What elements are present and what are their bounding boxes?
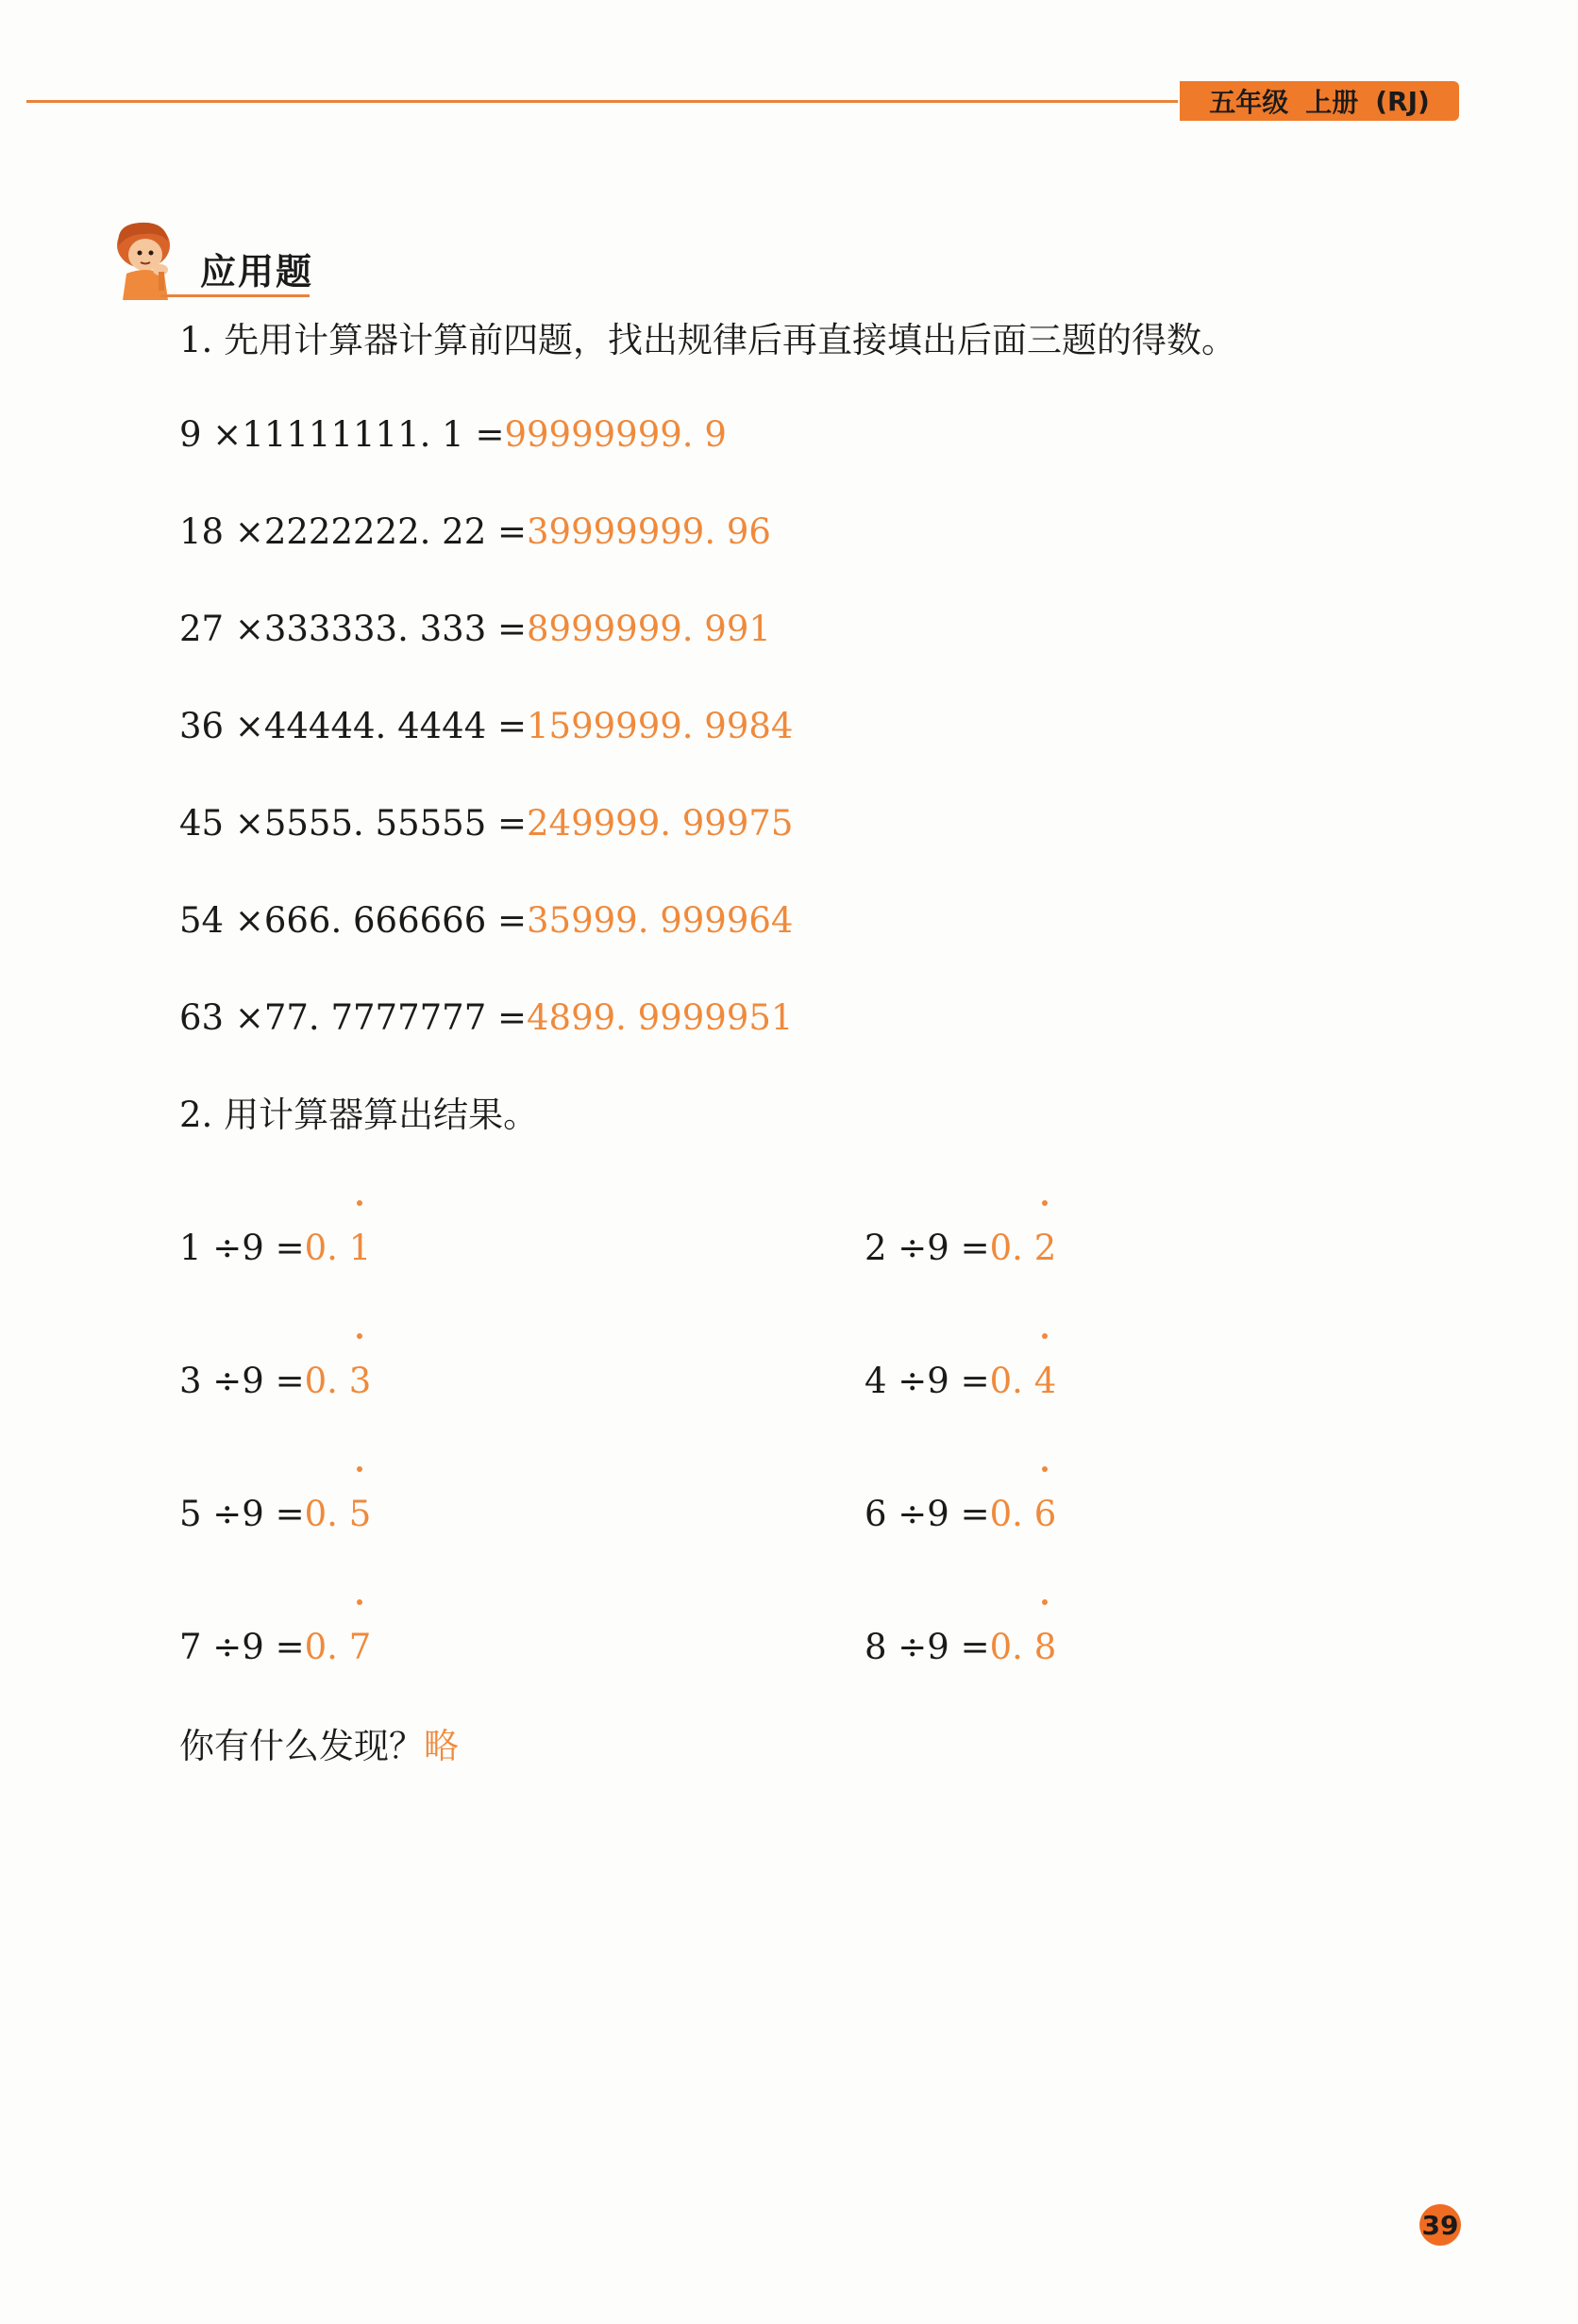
q1-expression: 18 ×2222222. 22 = (179, 511, 527, 552)
q1-answer: 8999999. 991 (527, 609, 771, 649)
q2-repeating-digit: 4 (1034, 1358, 1057, 1405)
volume-label: 上册 (1305, 87, 1359, 118)
section-title: 应用题 (200, 251, 314, 293)
q2-item (865, 1624, 1056, 1671)
repeat-dot-icon (1042, 1466, 1048, 1472)
page-number: 39 (1419, 2204, 1461, 2246)
q1-item (179, 800, 793, 847)
q2-item (865, 1491, 1056, 1538)
q1-item (179, 411, 727, 459)
q2-answer-prefix: 0. (304, 1361, 349, 1401)
q2-answer-prefix: 0. (304, 1228, 349, 1268)
q2-item (865, 1358, 1056, 1405)
q1-answer: 249999. 99975 (527, 803, 794, 844)
q2-answer-prefix: 0. (989, 1228, 1034, 1268)
repeat-dot-icon (1042, 1599, 1048, 1605)
boy-thinking-icon (106, 217, 196, 302)
q2-expression: 2 ÷9 = (865, 1228, 990, 1268)
question-1-text: 1. 先用计算器计算前四题，找出规律后再直接填出后面三题的得数。 (179, 320, 1237, 360)
q1-answer: 39999999. 96 (527, 511, 771, 552)
q1-item (179, 509, 771, 556)
q2-answer-prefix: 0. (989, 1494, 1034, 1534)
grade-tab (1180, 81, 1459, 121)
q2-repeating-digit: 3 (349, 1358, 372, 1405)
q1-item (179, 606, 771, 653)
q2-expression: 3 ÷9 = (179, 1361, 305, 1401)
q2-answer-prefix: 0. (989, 1361, 1034, 1401)
edition-label: (RJ) (1375, 85, 1430, 117)
q2-item (179, 1624, 371, 1671)
discovery-answer: 略 (424, 1726, 459, 1766)
q1-item (179, 897, 793, 945)
grade-label: 五年级 (1209, 87, 1289, 118)
repeat-dot-icon (1042, 1333, 1048, 1339)
q1-expression: 27 ×333333. 333 = (179, 609, 527, 649)
q2-expression: 5 ÷9 = (179, 1494, 305, 1534)
repeat-dot-icon (357, 1333, 362, 1339)
q1-expression: 36 ×44444. 4444 = (179, 706, 527, 746)
q2-expression: 8 ÷9 = (865, 1627, 990, 1667)
q2-expression: 6 ÷9 = (865, 1494, 990, 1534)
q2-repeating-digit: 7 (349, 1624, 372, 1671)
discovery-label: 你有什么发现？ (179, 1726, 424, 1766)
repeat-dot-icon (357, 1200, 362, 1206)
q1-answer: 4899. 9999951 (527, 997, 794, 1038)
q2-item (179, 1491, 371, 1538)
q2-repeating-digit: 6 (1034, 1491, 1057, 1538)
section-underline (160, 294, 310, 297)
q2-repeating-digit: 8 (1034, 1624, 1057, 1671)
q2-item (179, 1225, 371, 1272)
header-rule (26, 100, 1178, 103)
q1-expression: 54 ×666. 666666 = (179, 900, 527, 941)
q2-repeating-digit: 1 (349, 1225, 372, 1272)
q1-answer: 99999999. 9 (504, 414, 727, 455)
section-heading (106, 217, 313, 302)
q2-item (865, 1225, 1056, 1272)
q1-item (179, 703, 793, 750)
q2-expression: 7 ÷9 = (179, 1627, 305, 1667)
q2-repeating-digit: 2 (1034, 1225, 1057, 1272)
repeat-dot-icon (357, 1466, 362, 1472)
q2-answer-prefix: 0. (304, 1627, 349, 1667)
discovery-line (179, 1723, 459, 1770)
q2-expression: 4 ÷9 = (865, 1361, 990, 1401)
q1-expression: 9 ×11111111. 1 = (179, 414, 505, 455)
q2-repeating-digit: 5 (349, 1491, 372, 1538)
q1-expression: 63 ×77. 7777777 = (179, 997, 527, 1038)
q1-answer: 35999. 999964 (527, 900, 794, 941)
q2-item (179, 1358, 371, 1405)
q1-item (179, 995, 793, 1042)
q1-answer: 1599999. 9984 (527, 706, 794, 746)
q2-expression: 1 ÷9 = (179, 1228, 305, 1268)
repeat-dot-icon (357, 1599, 362, 1605)
q1-expression: 45 ×5555. 55555 = (179, 803, 527, 844)
q2-answer-prefix: 0. (304, 1494, 349, 1534)
repeat-dot-icon (1042, 1200, 1048, 1206)
question-2-text: 2. 用计算器算出结果。 (179, 1095, 539, 1135)
q2-answer-prefix: 0. (989, 1627, 1034, 1667)
